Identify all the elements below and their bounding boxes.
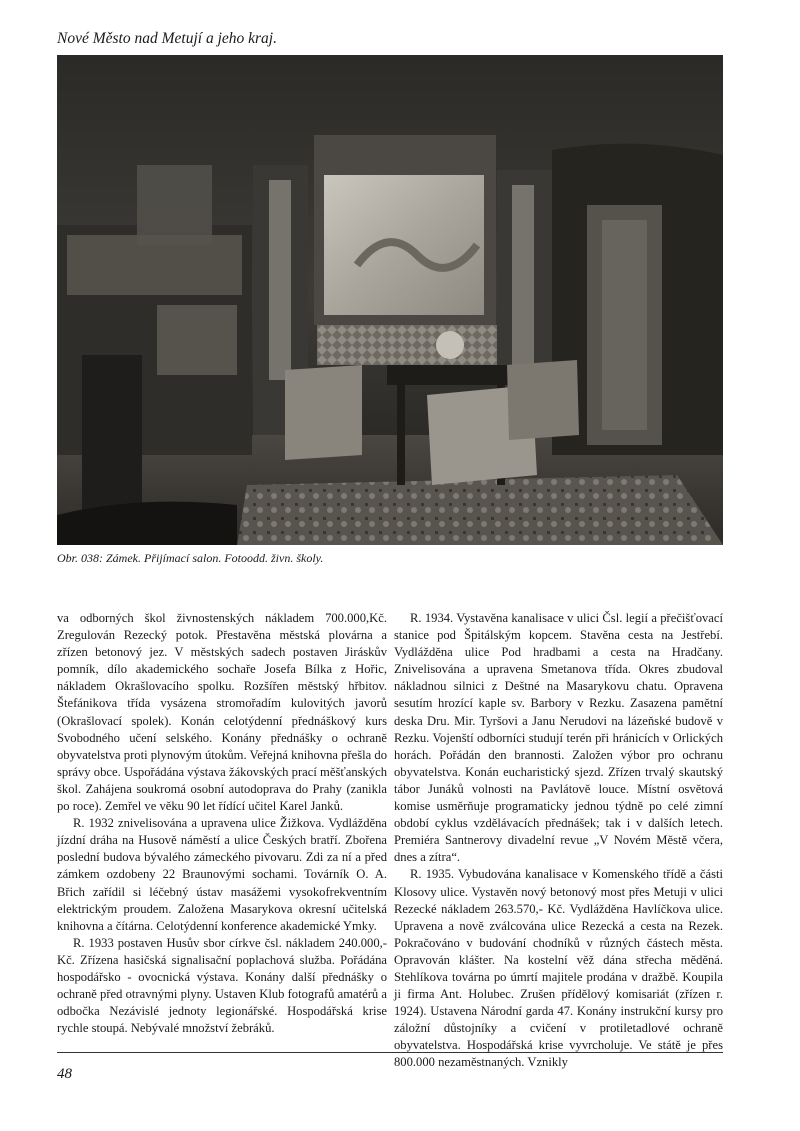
figure-caption: Obr. 038: Zámek. Přijímací salon. Fotoodd. živn. školy. (57, 551, 324, 565)
footer-rule (57, 1052, 723, 1053)
paragraph-1931-continued: va odborných škol živnostenských nákladem 700.000,Kč. Zregulován Rezecký potok. Přestavěna městská plovárna a zřízen betonový jez. V městských sadech postaven Jiráskův pomník, dílo akademického sochaře Josefa Bílka z Hořic, nákladem Okrašlovacího spolku. Rozšířen městský hřbitov. Štefánikova třída vysázena stromořadím kulovitých javorů (Okrašlovací spolek). Konán celotýdenní přednáškový kurs Svobodného učení selského. Konány přednášky o ochraně obyvatelstva proti plynovým útokům. Veřejná knihovna přešla do správy obce. Uspořádána výstava žákovských prací měšťanských škol. Zahájena soukromá osobní autodoprava do Prahy (zanikla po roce). Zemřel ve věku 90 let řídící učitel Karel Janků. (57, 611, 387, 814)
text-column-left (57, 610, 387, 1037)
salon-photograph (57, 55, 723, 545)
paragraph-1934: R. 1934. Vystavěna kanalisace v ulici Čsl. legií a přečišťovací stanice pod Špitálským kopcem. Stavěna cesta na Jestřebí. Vydlážděna ulice Pod hradbami a cesta na Hradčany. Znivelisována a upravena Smetanova třída. Okres zbudoval nákladnou silnici z Deštné na Masarykovu chatu. Opravena sesutím hrozící kaple sv. Barbory v Rezku. Zasazena pamětní deska Dru. Mir. Tyršovi a Janu Nerudovi na lázeňské budově v Rezku. Vojenští odborníci studují terén při hránicích v Orlických horách. Pořádán den brannosti. Založen výbor pro ochranu obyvatelstva. Konán eucharistický sjezd. Zřízen trvalý skautský tábor Junáků volnosti na Pavlátově louce. Místní osvětová komise usměrňuje programaticky jednou týdně po celé zimní období cyklus vzdělávacích přednášek; tak i v dalších letech. Premiéra Santnerovy divadelní revue „V Novém Městě včera, dnes a zítra“. (394, 611, 723, 865)
paragraph-1933: R. 1933 postaven Husův sbor církve čsl. nákladem 240.000,- Kč. Zřízena hasičská signalisační poplachová služba. Pořádána hospodářsko - ovocnická výstava. Konány další přednášky o ochraně před otravnými plyny. Ustaven Klub fotografů amatérů a odbočka Nezávislé jednoty legionářské. Hospodářská krise rychle stoupá. Nebývalé množství žebráků. (57, 935, 387, 1036)
text-column-right (394, 610, 723, 1072)
page-number: 48 (57, 1066, 72, 1082)
paragraph-1932: R. 1932 znivelisována a upravena ulice Žižkova. Vydlážděna jízdní dráha na Husově náměstí a ulice Českých bratří. Zbořena poslední budova bývalého zámeckého pivovaru. Zdi za ní a před zámkem ozdobeny 22 Braunovými sochami. Továrník O. A. Břich zařídil si léčebný ústav masážemi vysokofrekventním elektrickým proudem. Založena Masarykova okresní učitelská knihovna a čítárna. Celotýdenní konference akademické Ymky. (57, 816, 387, 933)
paragraph-1935: R. 1935. Vybudována kanalisace v Komenského třídě a části Klosovy ulice. Vystavěn nový betonový most přes Metuji v ulici Rezecké nákladem 263.570,- Kč. Vydlážděna Havlíčkova ulice. Upravena a nově zválcována ulice Rezecká a cesta na Rezek. Pokračováno v budování chodníků v různých částech města. Opravován klášter. Na kostelní věž dána střecha měděná. Stehlíkova továrna po úmrtí majitele prodána v dražbě. Koupila ji firma Ant. Holubec. Zrušen přídělový komisariát (zřízen r. 1924). Ustavena Národní garda 47. Konány instrukční kursy pro záložní důstojníky a cvičení v protiletadlové ochraně obyvatelstva. Hospodářská krise vyvrcholuje. Ve státě je přes 800.000 nezaměstnaných. Vznikly (394, 867, 723, 1070)
running-title: Nové Město nad Metují a jeho kraj. (57, 30, 277, 47)
